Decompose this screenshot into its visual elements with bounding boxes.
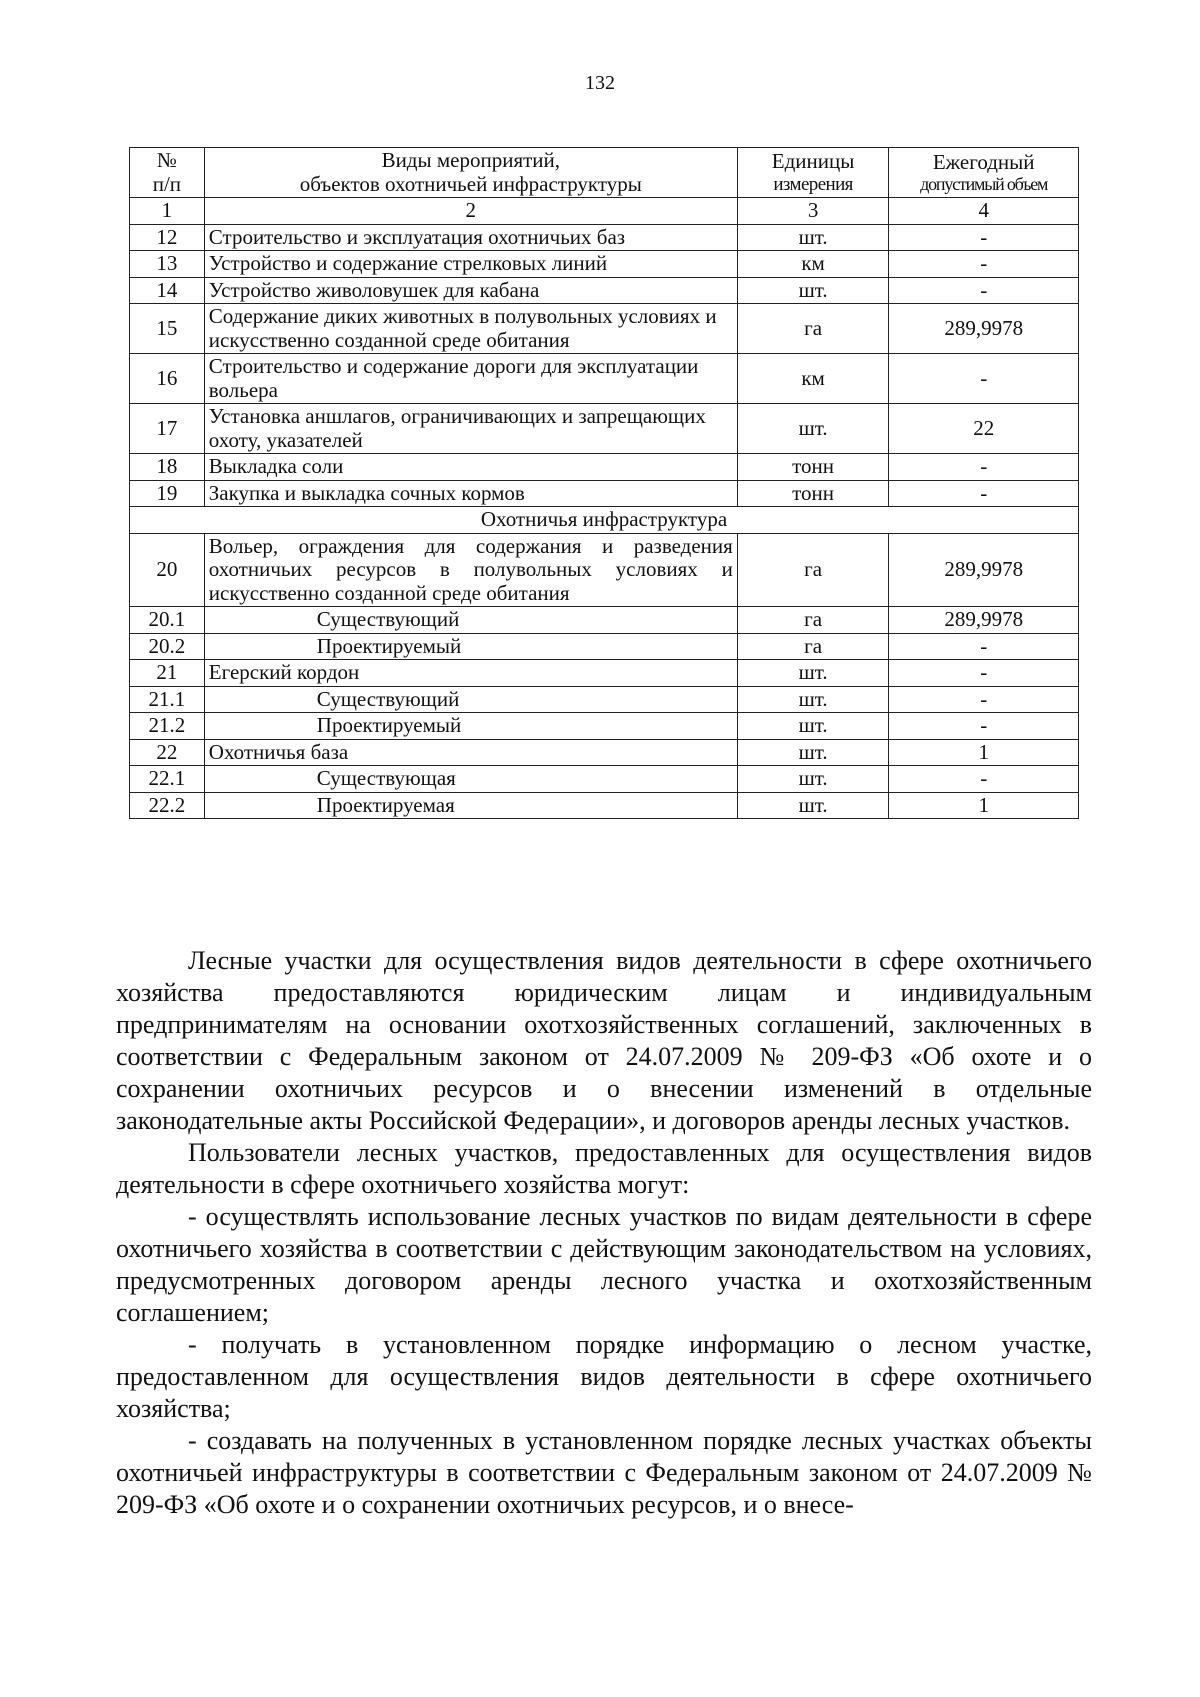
row-volume: 289,9978 <box>889 607 1079 634</box>
row-activity: Существующая <box>204 766 737 793</box>
table-row <box>130 607 1079 634</box>
header-number-line1: № <box>156 148 177 172</box>
row-activity: Проектируемый <box>204 633 737 660</box>
header-volume-line1: Ежегодный <box>932 149 1035 174</box>
row-activity: Строительство и содержание дороги для эксплуатации вольера <box>204 354 737 404</box>
row-activity: Проектируемая <box>204 792 737 819</box>
row-unit: шт. <box>737 660 889 687</box>
row-unit: га <box>737 304 889 354</box>
row-volume: 289,9978 <box>889 304 1079 354</box>
row-activity: Существующий <box>204 607 737 634</box>
row-unit: шт. <box>737 739 889 766</box>
row-unit: шт. <box>737 224 889 251</box>
row-volume: 22 <box>889 404 1079 454</box>
row-number: 20 <box>130 533 205 607</box>
row-activity: Строительство и эксплуатация охотничьих баз <box>204 224 737 251</box>
row-number: 16 <box>130 354 205 404</box>
table-row <box>130 224 1079 251</box>
row-number: 21 <box>130 660 205 687</box>
row-activity: Содержание диких животных в полувольных условиях и искусственно созданной среде обитания <box>204 304 737 354</box>
column-index-cell: 4 <box>889 198 1079 225</box>
header-unit-line1: Единицы <box>771 149 855 174</box>
row-number: 14 <box>130 277 205 304</box>
row-volume: - <box>889 633 1079 660</box>
table-header-row <box>130 148 1079 198</box>
row-number: 12 <box>130 224 205 251</box>
row-unit: тонн <box>737 454 889 481</box>
row-activity: Существующий <box>204 686 737 713</box>
paragraph-item-use: - осуществлять использование лесных участков по видам деятельности в сфере охотничьего хозяйства в соответствии с действующим законодательством на условиях, предусмотренных договором аренды лесного участка и охотхозяйственным соглашением; <box>116 1202 1092 1327</box>
activities-body <box>130 224 1079 507</box>
column-index-cell: 1 <box>130 198 205 225</box>
table-row <box>130 660 1079 687</box>
table-row <box>130 713 1079 740</box>
row-unit: шт. <box>737 404 889 454</box>
row-number: 17 <box>130 404 205 454</box>
row-volume: - <box>889 686 1079 713</box>
table-row <box>130 404 1079 454</box>
paragraph-item-info: - получать в установленном порядке информацию о лесном участке, предоставленном для осуществления видов деятельности в сфере охотничьего хозяйства; <box>116 1330 1092 1423</box>
table-row <box>130 454 1079 481</box>
row-activity: Проектируемый <box>204 713 737 740</box>
row-activity: Охотничья база <box>204 739 737 766</box>
body-text <box>116 945 1092 1521</box>
page-number: 132 <box>585 72 615 94</box>
table-row <box>130 251 1079 278</box>
header-unit <box>737 148 889 198</box>
table-row <box>130 739 1079 766</box>
row-number: 22.1 <box>130 766 205 793</box>
row-number: 20.1 <box>130 607 205 634</box>
infrastructure-body <box>130 533 1079 819</box>
row-number: 15 <box>130 304 205 354</box>
row-activity: Устройство живоловушек для кабана <box>204 277 737 304</box>
infrastructure-table <box>129 147 1079 819</box>
row-unit: шт. <box>737 686 889 713</box>
paragraph-item-create: - создавать на полученных в установленном порядке лесных участках объекты охотничьей инфраструктуры в соответствии с Федеральным законом от 24.07.2009 № 209-ФЗ «Об охоте и о сохранении охотничьих ресурсов, и о внесе- <box>116 1426 1092 1519</box>
section-body <box>130 507 1079 534</box>
header-activity-line2: объектов охотничьей инфраструктуры <box>299 171 642 196</box>
header-volume-line2: допустимый объем <box>920 174 1048 195</box>
row-unit: тонн <box>737 480 889 507</box>
header-activity-line1: Виды мероприятий, <box>381 148 561 172</box>
table-row <box>130 354 1079 404</box>
table-row <box>130 686 1079 713</box>
row-number: 20.2 <box>130 633 205 660</box>
row-number: 22.2 <box>130 792 205 819</box>
column-index-cell: 2 <box>204 198 737 225</box>
table-row <box>130 480 1079 507</box>
row-number: 22 <box>130 739 205 766</box>
row-volume: - <box>889 354 1079 404</box>
row-volume: - <box>889 454 1079 481</box>
section-row <box>130 507 1079 534</box>
table-row <box>130 533 1079 607</box>
row-volume: - <box>889 713 1079 740</box>
row-volume: 289,9978 <box>889 533 1079 607</box>
header-activity <box>204 148 737 198</box>
row-volume: - <box>889 480 1079 507</box>
row-number: 19 <box>130 480 205 507</box>
row-activity: Установка аншлагов, ограничивающих и запрещающих охоту, указателей <box>204 404 737 454</box>
row-activity: Егерский кордон <box>204 660 737 687</box>
row-unit: км <box>737 354 889 404</box>
header-number <box>130 148 205 198</box>
table-row <box>130 304 1079 354</box>
row-activity: Вольер, ограждения для содержания и разведения охотничьих ресурсов в полувольных условиях и искусственно созданной среде обитания <box>204 533 737 607</box>
table-row <box>130 792 1079 819</box>
header-volume <box>889 148 1079 198</box>
table-row <box>130 633 1079 660</box>
row-number: 21.2 <box>130 713 205 740</box>
row-unit: шт. <box>737 713 889 740</box>
row-number: 21.1 <box>130 686 205 713</box>
header-unit-line2: измерения <box>773 173 853 195</box>
paragraph-users: Пользователи лесных участков, предоставленных для осуществления видов деятельности в сфере охотничьего хозяйства могут: <box>116 1138 1092 1199</box>
row-volume: - <box>889 277 1079 304</box>
row-unit: га <box>737 633 889 660</box>
row-number: 13 <box>130 251 205 278</box>
row-volume: 1 <box>889 739 1079 766</box>
row-unit: шт. <box>737 766 889 793</box>
row-number: 18 <box>130 454 205 481</box>
row-volume: - <box>889 766 1079 793</box>
column-index-row <box>130 198 1079 225</box>
row-activity: Выкладка соли <box>204 454 737 481</box>
row-activity: Закупка и выкладка сочных кормов <box>204 480 737 507</box>
row-unit: га <box>737 607 889 634</box>
row-volume: 1 <box>889 792 1079 819</box>
column-index-cell: 3 <box>737 198 889 225</box>
row-unit: га <box>737 533 889 607</box>
row-unit: шт. <box>737 277 889 304</box>
row-volume: - <box>889 224 1079 251</box>
row-activity: Устройство и содержание стрелковых линий <box>204 251 737 278</box>
table-row <box>130 277 1079 304</box>
row-unit: шт. <box>737 792 889 819</box>
row-unit: км <box>737 251 889 278</box>
row-volume: - <box>889 660 1079 687</box>
table-row <box>130 766 1079 793</box>
section-title: Охотничья инфраструктура <box>130 507 1079 534</box>
row-volume: - <box>889 251 1079 278</box>
header-number-line2: п/п <box>152 171 182 196</box>
paragraph-leasing: Лесные участки для осуществления видов деятельности в сфере охотничьего хозяйства предоставляются юридическим лицам и индивидуальным предпринимателям на основании охотхозяйственных соглашений, заключенных в соответствии с Федеральным законом от 24.07.2009 № 209-ФЗ «Об охоте и о сохранении охотничьих ресурсов и о внесении изменений в отдельные законодательные акты Российской Федерации», и договоров аренды лесных участков. <box>116 946 1092 1135</box>
